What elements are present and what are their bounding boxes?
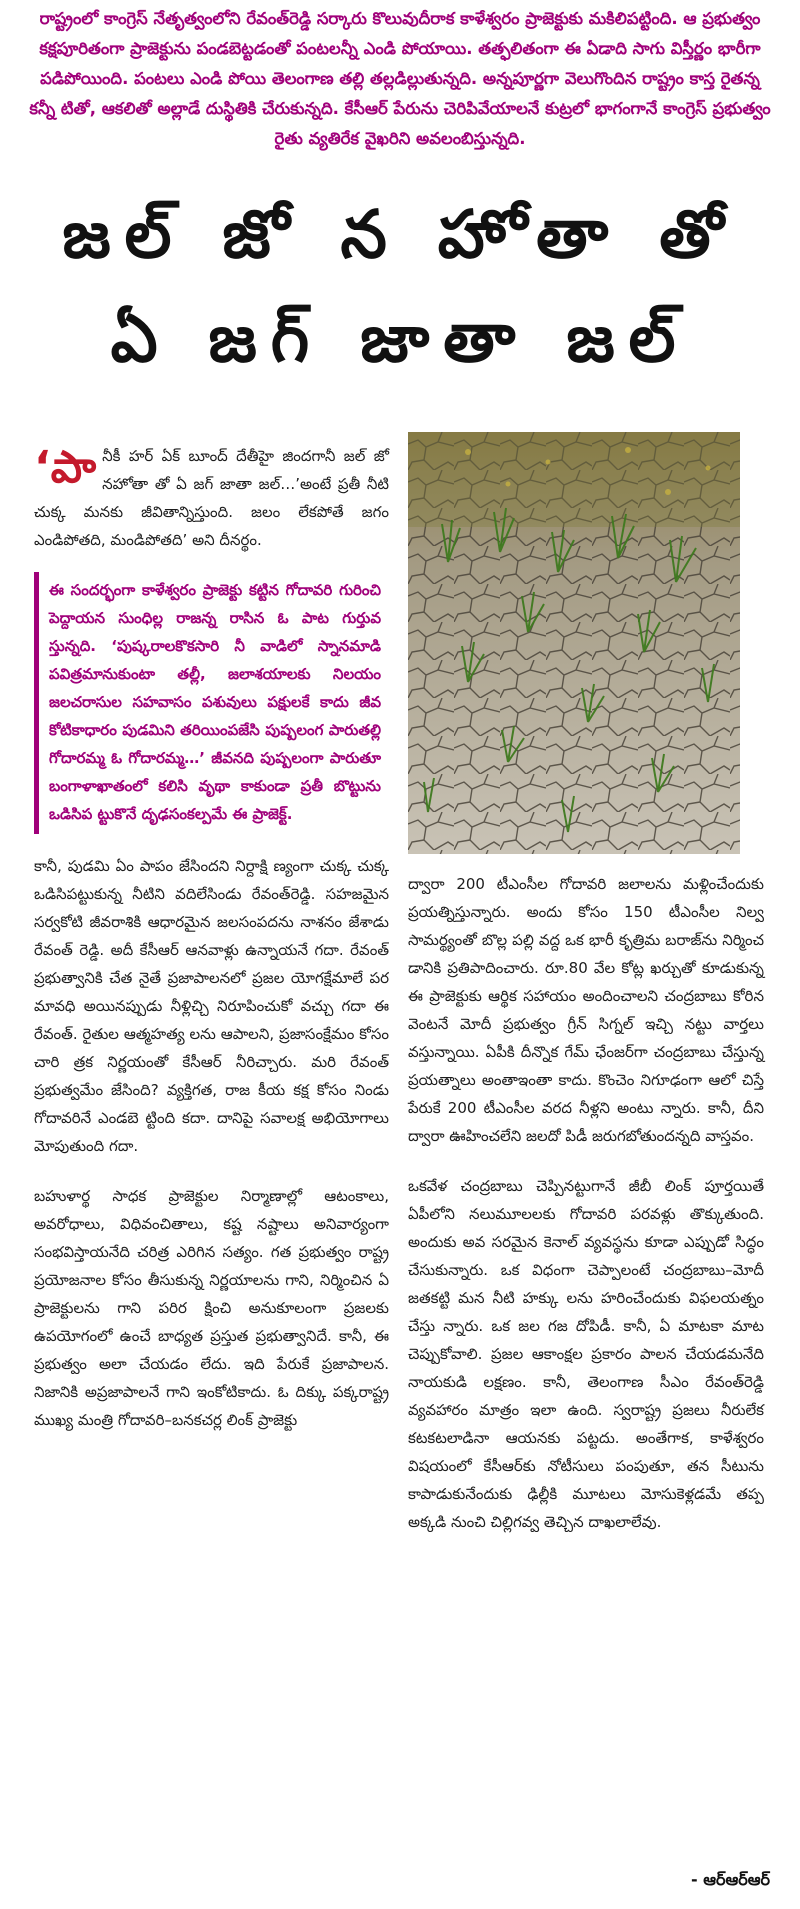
pull-quote: ఈ సందర్భంగా కాళేశ్వరం ప్రాజెక్టు కట్టిన గోదావరి గురించి పెద్దాయన సుంధిల్ల రాజన్న రాసిన ఓ పాట గుర్తువ స్తున్నది. ‘పుష్కరాలకొకసారి నీ వాడిలో స్నానమాడి పవిత్రమానుకుంటా తల్లీ, జలాశయాలకు నిలయం జలచరాసుల సహవాసం పశువులు పక్షులకే కాదు జీవ కోటికాధారం పుడమిని తరియింపజేసి పుష్పలంగ పారుతల్లి గోదారమ్మ ఓ గోదారమ్మ…’ జీవనది పుష్పలంగా పారుతూ బంగాళాఖాతంలో కలిసి వృథా కాకుండా ప్రతీ బొట్టును ఒడిసిప ట్టుకొనే దృఢసంకల్పమే ఈ ప్రాజెక్ట్. [34, 572, 389, 834]
opening-text: నీకీ హర్ ఏక్ బూంద్ దేతీహై జిందగానీ జల్ జో నహోతా తో ఏ జగ్ జాతా జల్…’అంటే ప్రతీ నీటి చుక్క మనకు జీవితాన్నిస్తుంది. జలం లేకపోతే జగం ఎండిపోతది, మండిపోతది’ అని దీనర్థం. [34, 447, 389, 549]
paragraph-gap [408, 1150, 764, 1172]
right-paragraph-1: ద్వారా 200 టీఎంసీల గోదావరి జలాలను మళ్లించేందుకు ప్రయత్నిస్తున్నారు. అందు కోసం 150 టీఎంసీల నిల్వ సామర్థ్యంతో బొల్ల పల్లి వద్ద ఒక భారీ కృత్రిమ బరాజ్‌ను నిర్మించ డానికి ప్రతిపాదించారు. రూ.80 వేల కోట్ల ఖర్చుతో కూడుకున్న ఈ ప్రాజెక్టుకు ఆర్థిక సహాయం అందించాలని చంద్రబాబు కోరిన వెంటనే మోదీ ప్రభుత్వం గ్రీన్ సిగ్నల్ ఇచ్చి నట్టు వార్తలు వస్తున్నాయి. ఏపీకి దీన్నొక గేమ్ ఛేంజర్‌గా చంద్రబాబు చేస్తున్న ప్రయత్నాలు అంతాఇంతా కాదు. కొంచెం నిగూఢంగా ఆలో చిస్తే పేరుకే 200 టీఎంసీల వరద నీళ్లని అంటు న్నారు. కానీ, దీని ద్వారా ఊహించలేని జలదో పిడీ జరుగబోతుందన్నది వాస్తవం. [408, 875, 764, 1145]
left-column [34, 442, 389, 1434]
drop-cap: ‘పా [34, 442, 97, 493]
body-paragraph-3: బహుళార్థ సాధక ప్రాజెక్టుల నిర్మాణాల్లో ఆటంకాలు, అవరోధాలు, విధివంచితాలు, కష్ట నష్టాలు అనివార్యంగా సంభవిస్తాయనేది చరిత్ర ఎరిగిన సత్యం. గత ప్రభుత్వం రాష్ట్ర ప్రయోజనాల కోసం తీసుకున్న నిర్ణయాలను గాని, నిర్మించిన ఏ ప్రాజెక్టులను గాని పరిర క్షించి అనుకూలంగా ప్రజలకు ఉపయోగంలో ఉంచే బాధ్యత ప్రస్తుత ప్రభుత్వానిదే. కానీ, ఈ ప్రభుత్వం అలా చేయడం లేదు. ఇది పేరుకే ప్రజాపాలన. నిజానికి అప్రజాపాలనే గాని ఇంకోటికాదు. ఓ దిక్కు పక్కరాష్ట్ర ముఖ్య మంత్రి గోదావరి–బనకచర్ల లింక్ ప్రాజెక్టు [34, 1187, 389, 1429]
cracked-field-photo [408, 432, 740, 854]
headline-line-1: జల్ జో న హోతా తో [62, 196, 738, 273]
headline-line-2: ఏ జగ్ జాతా జల్ [110, 300, 690, 377]
right-paragraph-2: ఒకవేళ చంద్రబాబు చెప్పినట్టుగానే జీబీ లింక్ పూర్తయితే ఏపీలోని నలుమూలలకు గోదావరి పరవళ్లు తొక్కుతుంది. అందుకు అవ సరమైన కెనాల్ వ్యవస్థను కూడా ఎప్పుడో సిద్ధం చేసుకున్నారు. ఒక విధంగా చెప్పాలంటే చంద్రబాబు–మోదీ జతకట్టి మన నీటి హక్కు లను హరించేందుకు విఫలయత్నం చేస్తు న్నారు. ఒక జల గజ దోపిడీ. కానీ, ఏ మాటకా మాట చెప్పుకోవాలి. ప్రజల ఆకాంక్షల ప్రకారం పాలన చేయడమనేది నాయకుడి లక్షణం. కానీ, తెలంగాణ సీఎం రేవంత్‌రెడ్డి వ్యవహారం మాత్రం ఇలా ఉంది. స్వరాష్ట్ర ప్రజలు నీరులేక కటకటలాడినా ఆయనకు పట్టదు. అంతేగాక, కాళేశ్వరం విషయంలో కేసీఆర్‌కు నోటీసులు పంపుతూ, తన సీటును కాపాడుకునేందుకు ఢిల్లీకి మూటలు మోసుకెళ్లడమే తప్ప అక్కడి నుంచి చిల్లిగవ్వ తెచ్చిన దాఖలాలేవు. [408, 1177, 764, 1531]
opening-paragraph [34, 442, 389, 554]
intro-paragraph: రాష్ట్రంలో కాంగ్రెస్ నేతృత్వంలోని రేవంత్‌రెడ్డి సర్కారు కొలువుదీరాక కాళేశ్వరం ప్రాజెక్టుకు మకిలిపట్టింది. ఆ ప్రభుత్వం కక్షపూరితంగా ప్రాజెక్టును పండబెట్టడంతో పంటలన్నీ ఎండి పోయాయి. తత్ఫలితంగా ఈ ఏడాది సాగు విస్తీర్ణం భారీగా పడిపోయింది. పంటలు ఎండి పోయి తెలంగాణ తల్లి తల్లడిల్లుతున్నది. అన్నపూర్ణగా వెలుగొందిన రాష్ట్రం కాస్త రైతన్న కన్నీ టితో, ఆకలితో అల్లాడే దుస్థితికి చేరుకున్నది. కేసీఆర్ పేరును చెరిపివేయాలనే కుట్రలో భాగంగానే కాంగ్రెస్ ప్రభుత్వం రైతు వ్యతిరేక వైఖరిని అవలంబిస్తున్నది. [29, 9, 771, 148]
author-signature: - ఆర్ఆర్ఆర్ [691, 1870, 770, 1889]
paragraph-gap [34, 1160, 389, 1182]
right-column [408, 870, 764, 1536]
body-paragraph-2: కానీ, పుడమి ఏం పాపం జేసిందని నిర్దాక్షి ణ్యంగా చుక్క చుక్క ఒడిసిపట్టుకున్న నీటిని వదిలేసిండు రేవంత్‌రెడ్డి. సహజమైన సర్వకోటి జీవరాశికి ఆధారమైన జలసంపదను నాశనం జేశాడు రేవంత్ రెడ్డి. అదీ కేసీఆర్ ఆనవాళ్లు ఉన్నాయనే గదా. రేవంత్ ప్రభుత్వానికి చేత నైతే ప్రజాపాలనలో ప్రజల యోగక్షేమాలే పర మావధి అయినప్పుడు నీళ్లిచ్చి నిరూపించుకో వచ్చు గదా ఈ రేవంత్. రైతుల ఆత్మహత్య లను ఆపాలని, ప్రజాసంక్షేమం కోసం చారి త్రక నిర్ణయంతో కేసీఆర్ నీరిచ్చారు. మరి రేవంత్ ప్రభుత్వమేం జేసింది? వ్యక్తిగత, రాజ కీయ కక్ష కోసం నిండు గోదావరినే ఎండబె ట్టింది కదా. దానిపై సవాలక్ష అభియోగాలు మోపుతుంది గదా. [34, 857, 389, 1155]
